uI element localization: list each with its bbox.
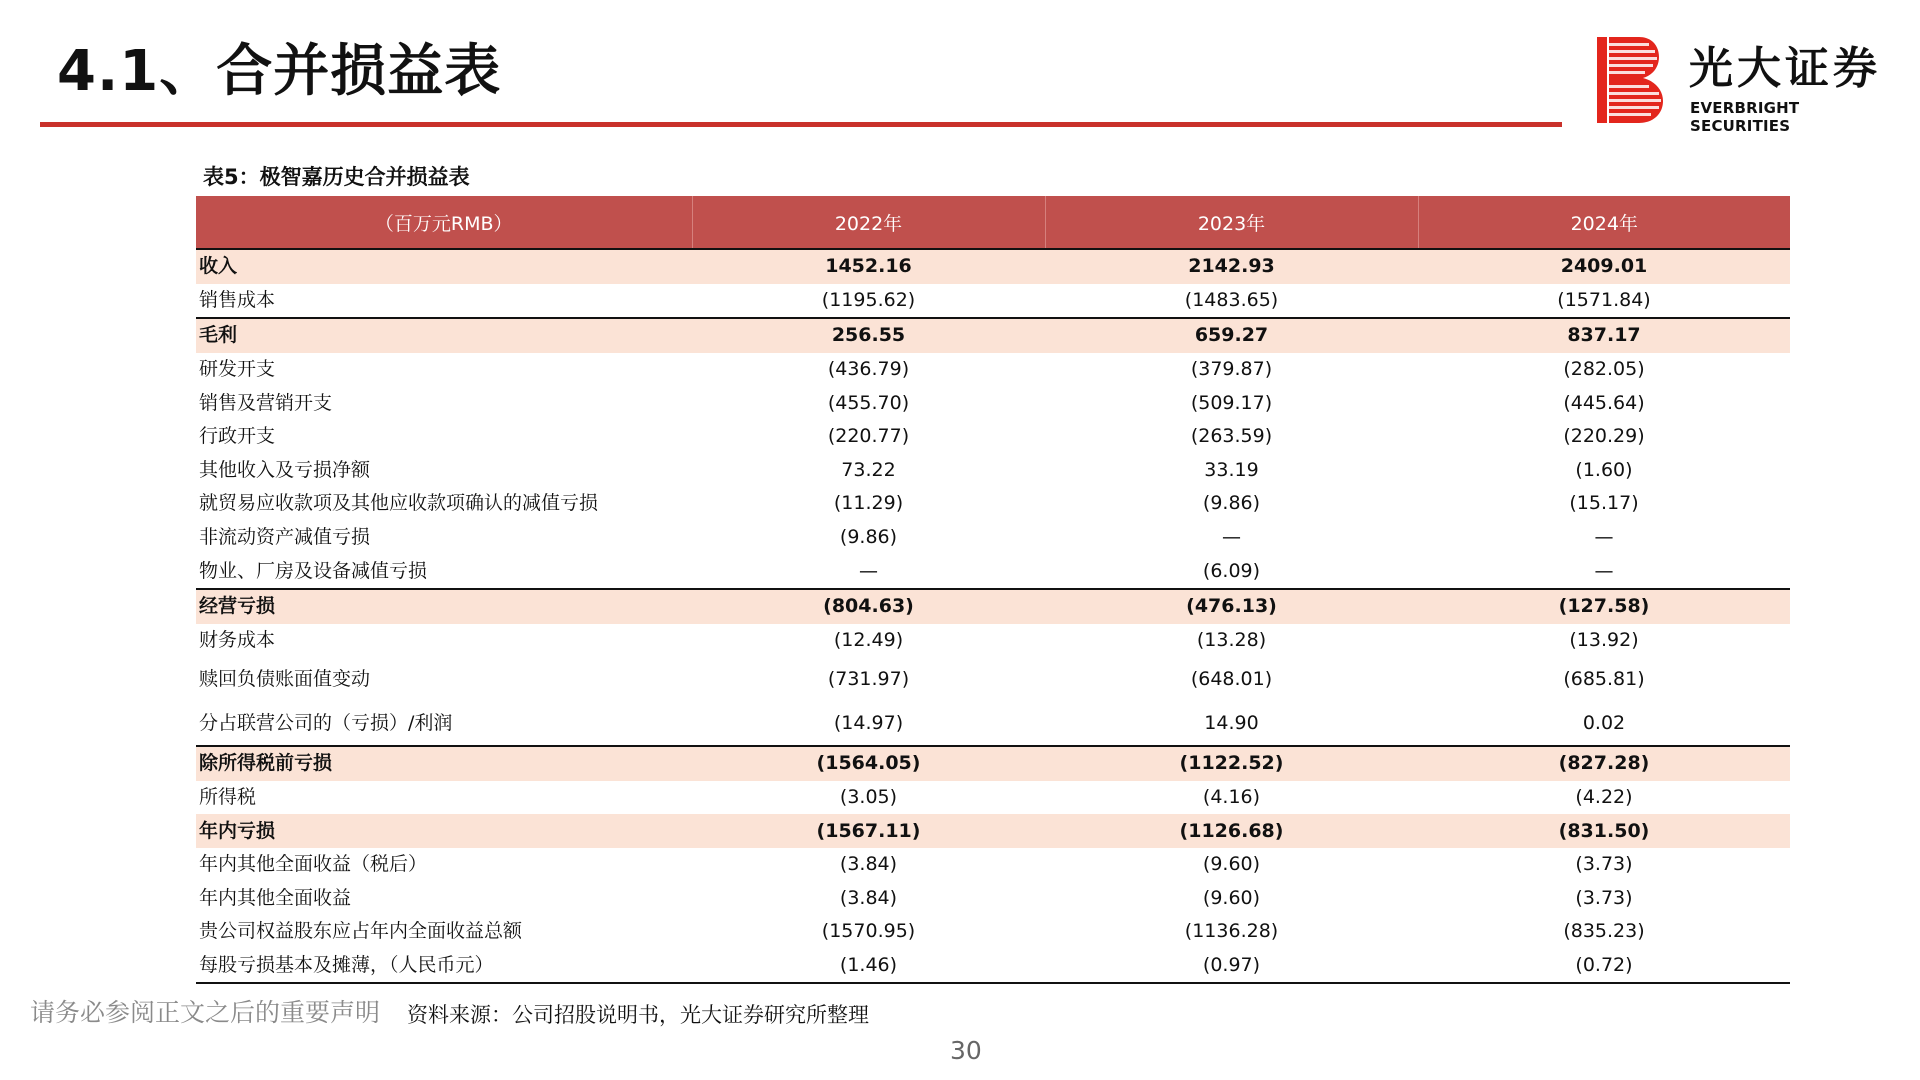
row-label: 贵公司权益股东应占年内全面收益总额 xyxy=(199,920,523,943)
cell-2022: (3.84) xyxy=(839,853,898,876)
cell-2022: (1.46) xyxy=(692,949,1045,984)
cell-2022: 256.55 xyxy=(692,318,1045,353)
disclaimer-text: 请务必参阅正文之后的重要声明 xyxy=(30,998,381,1027)
cell-2022: (220.77) xyxy=(827,425,910,448)
row-redemption-liability xyxy=(196,657,1790,701)
row-oci xyxy=(196,882,1790,916)
header-2022: 2022年 xyxy=(692,196,1045,249)
row-eps xyxy=(196,949,1790,984)
cell-2023: (9.86) xyxy=(1202,492,1261,515)
source-note: 资料来源：公司招股说明书，光大证券研究所整理 xyxy=(407,1003,869,1027)
cell-2022: (1570.95) xyxy=(821,920,916,943)
cell-2024: (220.29) xyxy=(1563,425,1645,448)
row-label: 就贸易应收款项及其他应收款项确认的减值亏损 xyxy=(199,492,599,515)
cell-2023: (648.01) xyxy=(1190,668,1273,691)
cell-2024: (827.28) xyxy=(1418,746,1790,781)
cell-2022: (1564.05) xyxy=(692,746,1045,781)
cell-2024: (1571.84) xyxy=(1557,288,1651,311)
row-label: 研发开支 xyxy=(199,358,276,381)
cell-2022: (804.63) xyxy=(692,589,1045,624)
cell-2022: (12.49) xyxy=(833,628,904,651)
cell-2024: (13.92) xyxy=(1569,628,1639,651)
row-other-income xyxy=(196,454,1790,488)
row-income-tax xyxy=(196,781,1790,815)
cell-2022: (14.97) xyxy=(833,712,904,735)
row-label: 每股亏损基本及摊薄，（人民币元） xyxy=(196,949,692,984)
title-divider xyxy=(40,122,1562,127)
cell-2023: (0.97) xyxy=(1045,949,1418,984)
row-gross-profit xyxy=(196,318,1790,353)
row-associate-share xyxy=(196,701,1790,746)
cell-2023: (263.59) xyxy=(1190,425,1273,448)
row-total-comprehensive xyxy=(196,915,1790,949)
cell-2022: (455.70) xyxy=(827,391,910,414)
cell-2023: (13.28) xyxy=(1196,628,1267,651)
row-label: 非流动资产减值亏损 xyxy=(199,526,371,549)
header-unit: （百万元RMB） xyxy=(196,196,692,249)
cell-2024: (4.22) xyxy=(1575,786,1633,809)
cell-2023: 14.90 xyxy=(1204,712,1259,735)
cell-2022: (11.29) xyxy=(833,492,904,515)
header-2023: 2023年 xyxy=(1045,196,1418,249)
row-selling-expense xyxy=(196,386,1790,420)
row-label: 年内亏损 xyxy=(196,814,692,848)
row-admin-expense xyxy=(196,420,1790,454)
cell-2022: 1452.16 xyxy=(692,249,1045,284)
row-label: 财务成本 xyxy=(199,628,276,651)
row-label: 行政开支 xyxy=(199,425,276,448)
cell-2022: (9.86) xyxy=(839,526,898,549)
cell-2024: (685.81) xyxy=(1563,668,1645,691)
row-label: 年内其他全面收益（税后） xyxy=(199,853,428,876)
cell-2023: 33.19 xyxy=(1204,458,1259,481)
cell-2022: 73.22 xyxy=(841,458,896,481)
row-label: 其他收入及亏损净额 xyxy=(199,458,371,481)
page-title: 4.1、合并损益表 xyxy=(57,39,502,104)
table-header-row xyxy=(196,196,1790,249)
row-receivable-impairment xyxy=(196,487,1790,521)
row-label: 年内其他全面收益 xyxy=(199,886,352,909)
row-label: 销售成本 xyxy=(199,288,276,311)
cell-2024: (3.73) xyxy=(1575,853,1633,876)
cell-2023: (9.60) xyxy=(1202,853,1261,876)
row-cost-of-sales xyxy=(196,284,1790,319)
cell-2023: 2142.93 xyxy=(1045,249,1418,284)
row-label: 收入 xyxy=(196,249,692,284)
row-label: 分占联营公司的（亏损）/利润 xyxy=(199,712,453,735)
table-caption: 表5：极智嘉历史合并损益表 xyxy=(203,165,470,189)
header-2024: 2024年 xyxy=(1418,196,1790,249)
row-oci-after-tax xyxy=(196,848,1790,882)
row-label: 经营亏损 xyxy=(196,589,692,624)
cell-2023: (1126.68) xyxy=(1045,814,1418,848)
row-label: 赎回负债账面值变动 xyxy=(199,668,371,691)
cell-2023: (4.16) xyxy=(1202,786,1261,809)
cell-2024: 837.17 xyxy=(1418,318,1790,353)
cell-2022: (3.05) xyxy=(839,786,898,809)
row-label: 销售及营销开支 xyxy=(199,391,333,414)
row-net-loss xyxy=(196,814,1790,848)
row-label: 除所得税前亏损 xyxy=(196,746,692,781)
row-label: 毛利 xyxy=(196,318,692,353)
cell-2024: (1.60) xyxy=(1575,458,1633,481)
cell-2024: (3.73) xyxy=(1575,886,1633,909)
cell-2023: (379.87) xyxy=(1190,358,1273,381)
page-number: 30 xyxy=(950,1036,982,1065)
row-pretax-loss xyxy=(196,746,1790,781)
cell-2024: (835.23) xyxy=(1563,920,1645,943)
cell-2023: (1136.28) xyxy=(1184,920,1279,943)
cell-2023: (6.09) xyxy=(1202,559,1261,582)
row-finance-cost xyxy=(196,624,1790,658)
row-ppe-impairment xyxy=(196,554,1790,589)
cell-2024: 0.02 xyxy=(1582,712,1626,735)
company-logo xyxy=(1597,37,1897,135)
row-rd-expense xyxy=(196,353,1790,387)
row-operating-loss xyxy=(196,589,1790,624)
cell-2024: (127.58) xyxy=(1418,589,1790,624)
cell-2022: (436.79) xyxy=(827,358,910,381)
cell-2022: (3.84) xyxy=(839,886,898,909)
cell-2023: (1483.65) xyxy=(1184,288,1279,311)
cell-2023: (9.60) xyxy=(1202,886,1261,909)
cell-2023: — xyxy=(1222,526,1241,549)
cell-2022: (1567.11) xyxy=(692,814,1045,848)
cell-2024: (15.17) xyxy=(1569,492,1639,515)
logo-name-en: EVERBRIGHT SECURITIES xyxy=(1690,99,1800,135)
everbright-logo-icon xyxy=(1597,37,1663,123)
cell-2022: (1195.62) xyxy=(821,288,916,311)
cell-2023: (509.17) xyxy=(1190,391,1273,414)
cell-2024: (282.05) xyxy=(1563,358,1645,381)
cell-2023: (476.13) xyxy=(1045,589,1418,624)
cell-2024: — xyxy=(1594,526,1614,549)
cell-2022: (731.97) xyxy=(827,668,910,691)
row-revenue xyxy=(196,249,1790,284)
cell-2024: (831.50) xyxy=(1418,814,1790,848)
logo-name-cn: 光大证券 xyxy=(1689,43,1881,94)
income-statement-table xyxy=(196,196,1790,984)
row-noncurrent-impairment xyxy=(196,521,1790,555)
row-label: 物业、厂房及设备减值亏损 xyxy=(199,559,428,582)
cell-2024: (445.64) xyxy=(1563,391,1645,414)
cell-2023: 659.27 xyxy=(1045,318,1418,353)
cell-2024: — xyxy=(1594,559,1614,582)
cell-2023: (1122.52) xyxy=(1045,746,1418,781)
cell-2022: — xyxy=(859,559,878,582)
cell-2024: 2409.01 xyxy=(1418,249,1790,284)
cell-2024: (0.72) xyxy=(1418,949,1790,984)
row-label: 所得税 xyxy=(199,786,257,809)
